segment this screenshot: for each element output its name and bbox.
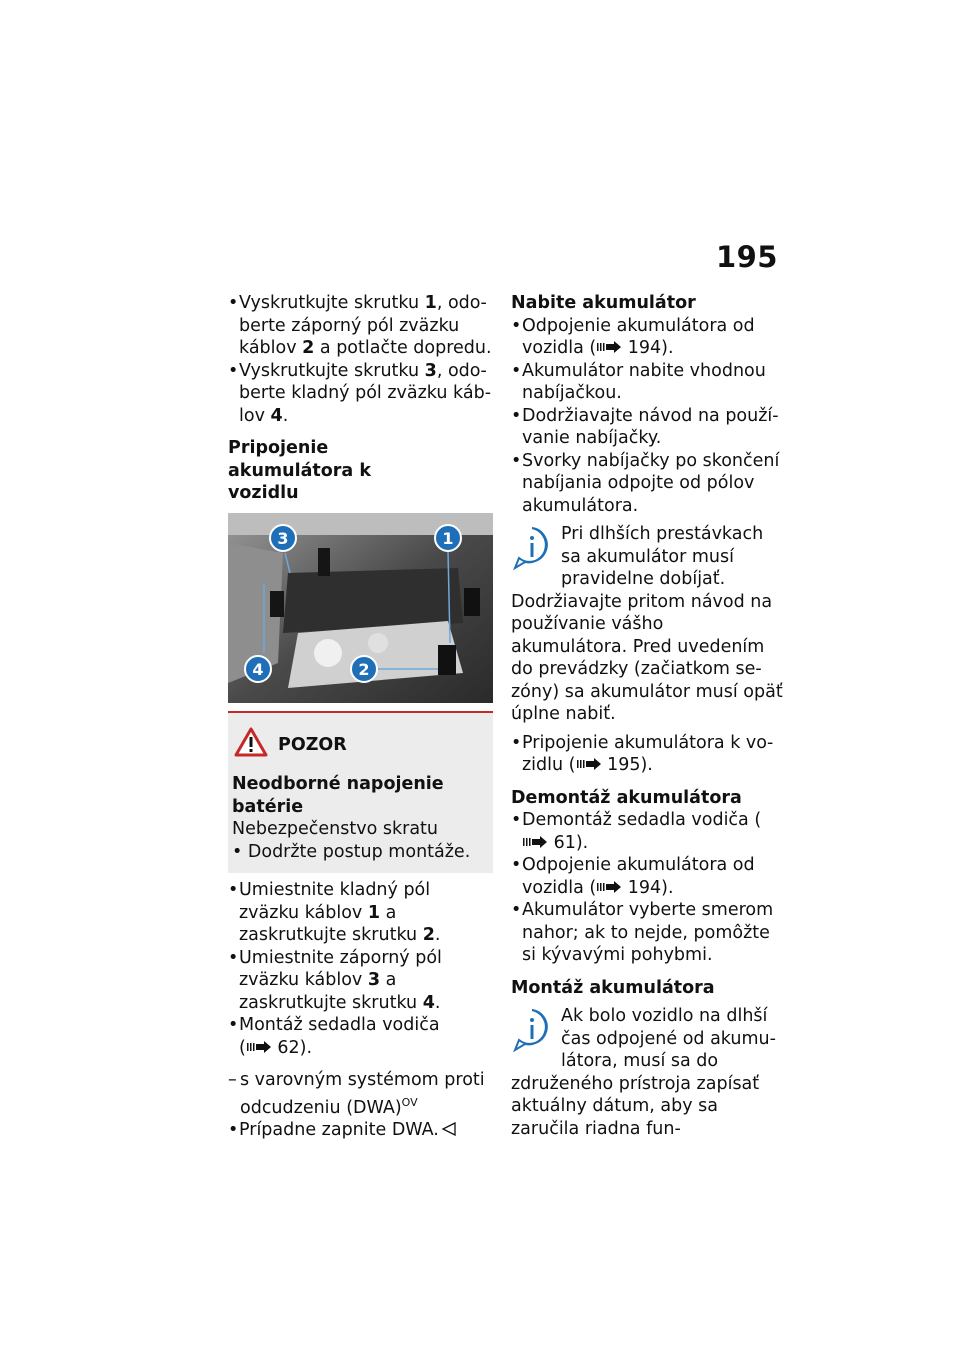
- remove-seat-page-ref[interactable]: 61).: [553, 832, 589, 853]
- page-ref-arrow-icon: [246, 1040, 272, 1054]
- section-heading-connect: Pripojenie akumulátora k vozidlu: [228, 438, 371, 503]
- figure-callout-1: [435, 525, 461, 551]
- dwa-condition: – s varovným systémom proti odcudzeniu (DWA)$^{OV}$: [228, 1069, 493, 1119]
- warning-title: POZOR: [278, 734, 347, 755]
- remove-step-2: • Odpojenie akumulátora od vozidla ( 194).: [511, 854, 783, 899]
- step-attach-negative: • Umiestnite záporný pól zväzku káblov 3 a zaskrutkujte skrutku 4.: [228, 947, 493, 1015]
- section-heading-charge: Nabite akumulátor: [511, 293, 696, 313]
- warning-triangle-icon: [234, 727, 268, 764]
- seat-page-ref[interactable]: 62).: [277, 1037, 313, 1058]
- charge-page-ref[interactable]: 194).: [627, 338, 674, 358]
- page-ref-arrow-icon: [596, 340, 622, 354]
- svg-text:2: 2: [358, 659, 370, 679]
- info-icon: [511, 1007, 553, 1053]
- end-marker-icon: [441, 1122, 457, 1136]
- svg-text:4: 4: [252, 659, 264, 679]
- remove-step-3: • Akumulátor vyberte smerom nahor; ak to nejde, pomôžte si kývavými pohybmi.: [511, 899, 783, 967]
- right-column: [511, 292, 783, 1140]
- warning-text: Nebezpečenstvo skratu: [232, 819, 439, 839]
- svg-text:3: 3: [277, 528, 289, 548]
- step-enable-dwa: • Prípadne zapnite DWA.: [228, 1119, 493, 1142]
- connect-page-ref[interactable]: 195).: [607, 755, 653, 775]
- remove-disconnect-page-ref[interactable]: 194).: [627, 877, 674, 898]
- page-ref-arrow-icon: [596, 880, 622, 894]
- step-attach-positive: • Umiestnite kladný pól zväzku káblov 1 a zaskrutkujte skrutku 2.: [228, 879, 493, 947]
- remove-step-1: • Demontáž sedadla vodiča ( 61).: [511, 809, 783, 854]
- charge-step-3: • Dodržiavajte návod na používanie nabíjačky.: [511, 405, 783, 450]
- info-icon: [511, 525, 553, 571]
- step-install-seat: • Montáž sedadla vodiča ( 62).: [228, 1014, 493, 1059]
- figure-callout-2: [351, 656, 377, 682]
- section-heading-remove: Demontáž akumulátora: [511, 787, 742, 808]
- battery-photo: [228, 513, 493, 703]
- page-ref-arrow-icon: [576, 757, 602, 771]
- step-remove-negative: • Vyskrutkujte skrutku 1, odoberte záporný pól zväzku káblov 2 a potlačte dopredu.: [228, 292, 493, 360]
- figure-callout-4: [245, 656, 271, 682]
- warning-bullet: • Dodržte postup montáže.: [232, 841, 489, 864]
- step-remove-positive: • Vyskrutkujte skrutku 3, odoberte kladný pól zväzku káblov 4.: [228, 360, 493, 428]
- info-note-charging: Pri dlhších prestávkach sa akumulátor musí pravidelne dobíjať. Dodržiavajte pritom návod na používanie vášho akumulátora. Pred uvedením do prevádzky (začiatkom sezóny) sa akumulátor musí opäť úplne nabiť.: [511, 524, 783, 724]
- page-number: 195: [715, 240, 778, 274]
- charge-step-2: • Akumulátor nabite vhodnou nabíjačkou.: [511, 360, 783, 405]
- charge-step-4: • Svorky nabíjačky po skončení nabíjania odpojte od pólov akumulátora.: [511, 450, 783, 518]
- figure-callout-3: [270, 525, 296, 551]
- warning-subtitle: Neodborné napojenie batérie: [232, 774, 444, 817]
- section-heading-install: Montáž akumulátora: [511, 977, 715, 998]
- charge-step-1: • Odpojenie akumulátora od vozidla ( 194).: [511, 315, 783, 360]
- warning-box: [228, 711, 493, 874]
- left-column: [228, 292, 493, 1141]
- page-ref-arrow-icon: [522, 835, 548, 849]
- svg-text:1: 1: [442, 528, 454, 548]
- info-note-install: Ak bolo vozidlo na dlhší čas odpojené od akumulátora, musí sa do združeného prístroja zapísať aktuálny dátum, aby sa zaručila riadna fun-: [511, 1006, 776, 1139]
- connect-step: • Pripojenie akumulátora k vozidlu ( 195).: [511, 732, 783, 777]
